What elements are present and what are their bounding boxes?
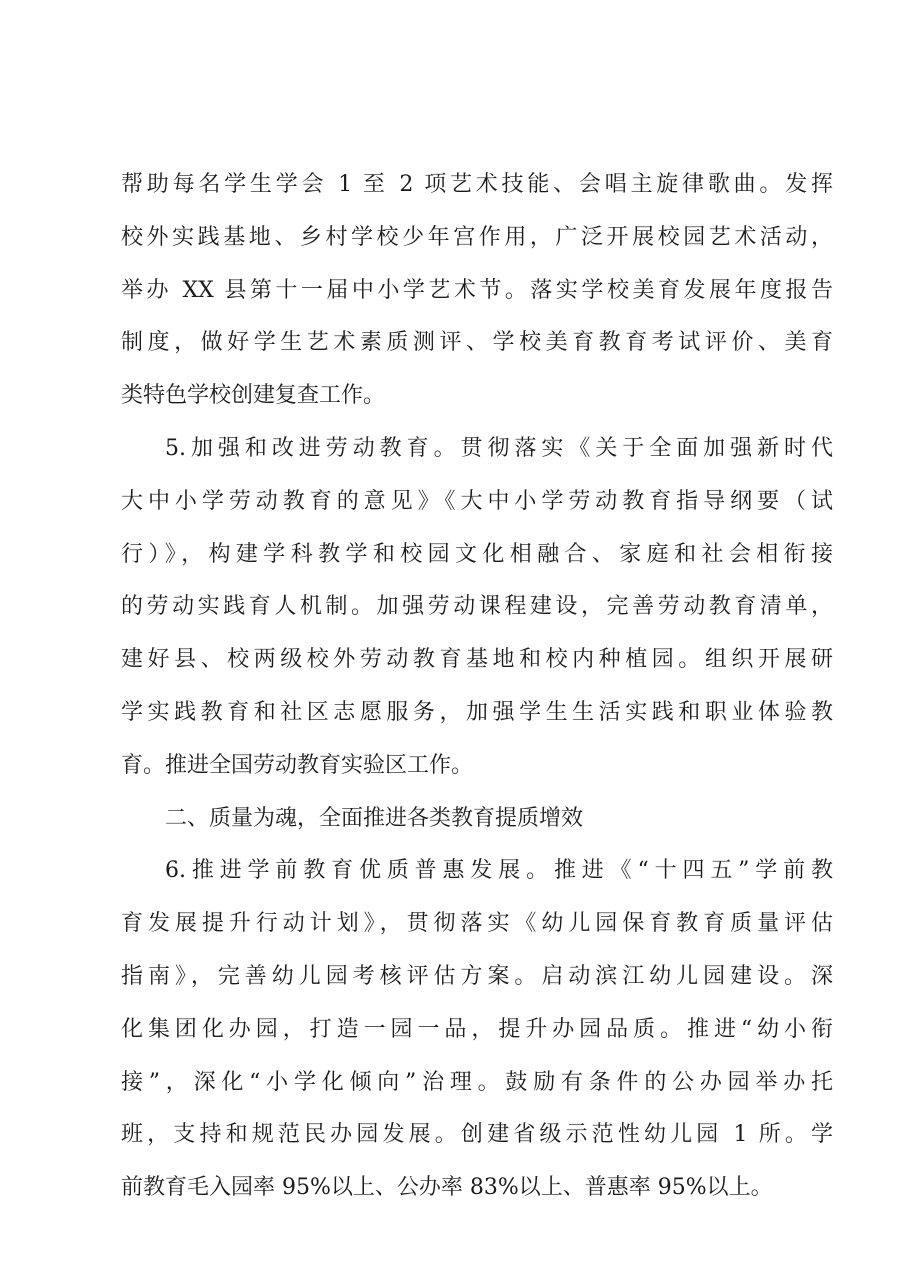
document-body <box>121 159 833 1215</box>
paragraph-labor-education <box>121 423 833 793</box>
text-line: 育发展提升行动计划》，贯彻落实《幼儿园保育教育质量评估 <box>121 911 833 937</box>
text-line: 接”，深化“小学化倾向”治理。鼓励有条件的公办园举办托 <box>121 1069 833 1095</box>
section-heading-quality <box>121 793 833 846</box>
text-line: 制度，做好学生艺术素质测评、学校美育教育考试评价、美育 <box>121 330 833 356</box>
text-line: 育。推进全国劳动教育实验区工作。 <box>121 752 474 778</box>
text-line: 前教育毛入园率 95%以上、公办率 83%以上、普惠率 95%以上。 <box>121 1175 773 1201</box>
text-line: 的劳动实践育人机制。加强劳动课程建设，完善劳动教育清单， <box>121 594 833 620</box>
text-line: 举办 XX 县第十一届中小学艺术节。落实学校美育发展年度报告 <box>121 277 833 303</box>
paragraph-preschool-education <box>121 845 833 1215</box>
section-heading-text: 二、质量为魂，全面推进各类教育提质增效 <box>165 805 584 831</box>
text-line: 帮助每名学生学会 1 至 2 项艺术技能、会唱主旋律歌曲。发挥 <box>121 172 833 197</box>
text-line: 学实践教育和社区志愿服务，加强学生生活实践和职业体验教 <box>121 699 833 725</box>
text-line: 5.加强和改进劳动教育。贯彻落实《关于全面加强新时代 <box>165 435 833 461</box>
text-line: 班，支持和规范民办园发展。创建省级示范性幼儿园 1 所。学 <box>121 1122 833 1148</box>
text-line: 类特色学校创建复查工作。 <box>121 383 386 409</box>
text-line: 大中小学劳动教育的意见》《大中小学劳动教育指导纲要（试 <box>121 488 833 514</box>
paragraph-art-education <box>121 159 833 423</box>
text-line: 指南》，完善幼儿园考核评估方案。启动滨江幼儿园建设。深 <box>121 963 833 989</box>
text-line: 建好县、校两级校外劳动教育基地和校内种植园。组织开展研 <box>121 647 833 673</box>
text-line: 校外实践基地、乡村学校少年宫作用，广泛开展校园艺术活动， <box>121 224 833 250</box>
text-line: 6.推进学前教育优质普惠发展。推进《“十四五”学前教 <box>165 858 833 884</box>
text-line: 行）》，构建学科教学和校园文化相融合、家庭和社会相衔接 <box>121 541 833 567</box>
text-line: 化集团化办园，打造一园一品，提升办园品质。推进“幼小衔 <box>121 1016 833 1042</box>
